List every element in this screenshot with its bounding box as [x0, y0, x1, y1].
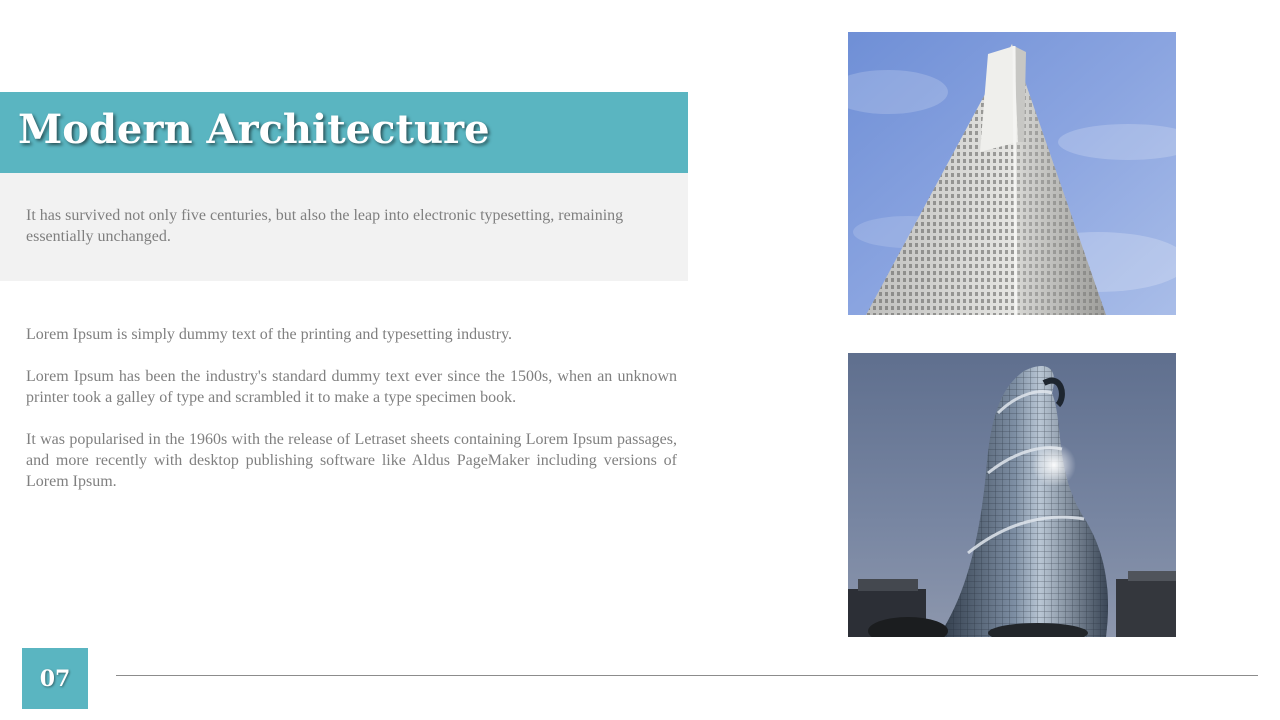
title-band — [0, 92, 688, 173]
body-paragraph: It was popularised in the 1960s with the release of Letraset sheets containing Lorem Ipsum passages, and more recently with desktop publishing software like Aldus PageMaker including versions of Lorem Ipsum. — [26, 431, 677, 490]
spiral-glass-tower-photo — [848, 353, 1176, 637]
subtitle-text: It has survived not only five centuries, but also the leap into electronic typesetting, remaining essentially unchanged. — [26, 207, 624, 245]
body-paragraph: Lorem Ipsum is simply dummy text of the printing and typesetting industry. — [26, 326, 513, 343]
subtitle-panel — [0, 173, 688, 281]
slide-title: Modern Architecture — [18, 106, 490, 153]
pyramid-skyscraper-photo — [848, 32, 1176, 315]
page-number: 07 — [39, 665, 71, 692]
footer-divider — [116, 675, 1258, 676]
body-paragraph: Lorem Ipsum has been the industry's standard dummy text ever since the 1500s, when an unknown printer took a galley of type and scrambled it to make a type specimen book. — [26, 368, 677, 406]
page-number-badge — [22, 648, 88, 709]
body-text — [26, 324, 677, 513]
